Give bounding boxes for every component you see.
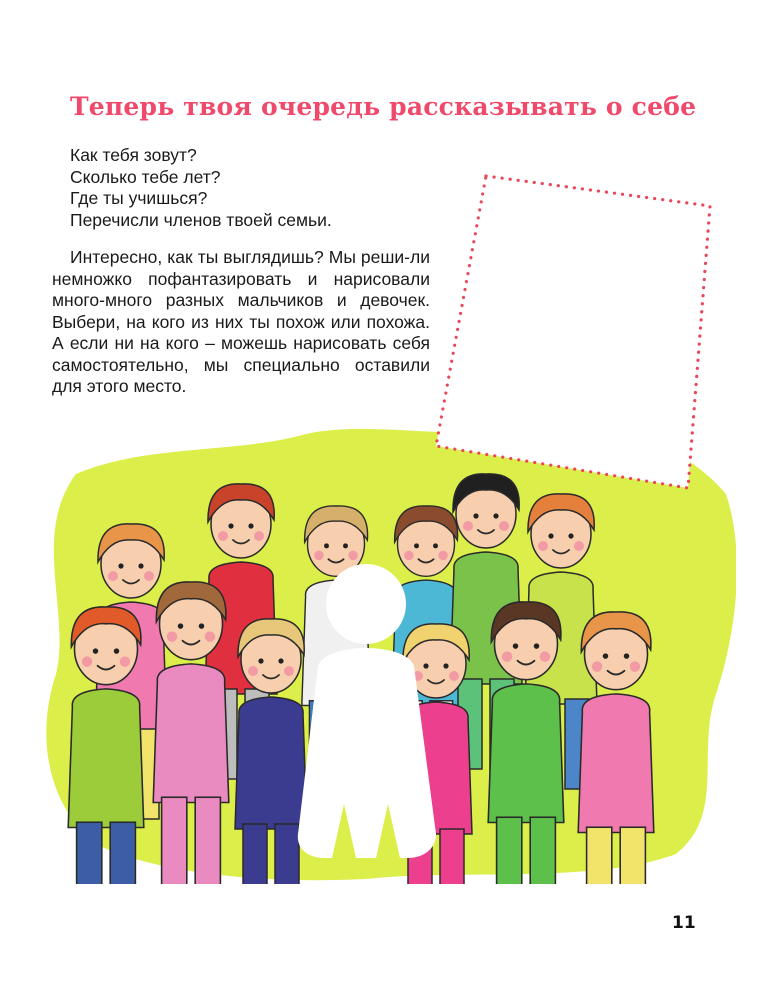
- question-item: Как тебя зовут?: [70, 145, 197, 165]
- question-list: [70, 145, 332, 231]
- drawing-frame-border: [436, 176, 710, 488]
- question-item: Где ты учишься?: [70, 188, 208, 208]
- page-title: Теперь твоя очередь рассказывать о себе: [70, 92, 697, 121]
- intro-paragraph: Интересно, как ты выглядишь? Мы реши-ли немножко пофантазировать и нарисовали много-много разных мальчиков и девочек. Выбери, на кого из них ты похож или похожа. А если ни на кого – можешь нарисовать себя самостоятельно, мы специально оставили для этого место.: [52, 247, 430, 396]
- question-item: Сколько тебе лет?: [70, 166, 221, 187]
- question-item: Перечисли членов твоей семьи.: [70, 209, 332, 230]
- drawing-frame: [428, 166, 718, 496]
- page-number: 11: [672, 913, 696, 933]
